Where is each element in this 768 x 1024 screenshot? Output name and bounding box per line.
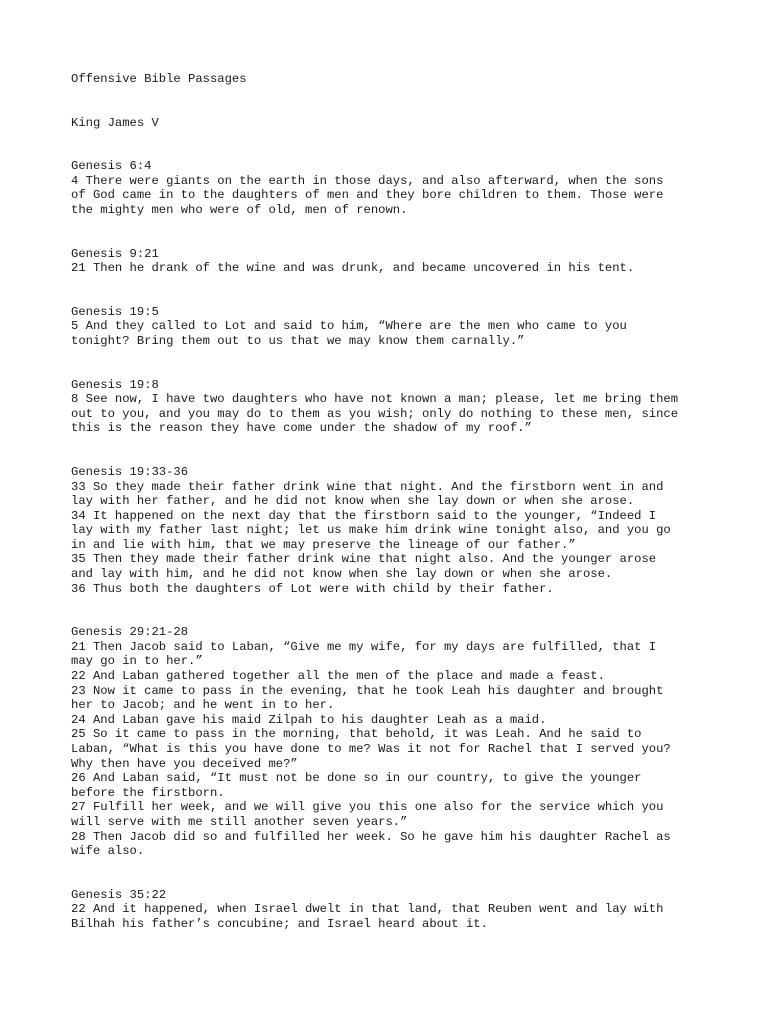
passage-reference: Genesis 9:21 — [71, 246, 159, 261]
verse-text: 34 It happened on the next day that the firstborn said to the younger, “Indeed I lay with my father last night; let us make him drink wine tonight also, and you go in and lie with him, that we may preserve the lineage of our father.” — [71, 508, 671, 552]
passage — [71, 465, 711, 596]
verse-text: 21 Then Jacob said to Laban, “Give me my wife, for my days are fulfilled, that I may go in to her.” — [71, 639, 657, 669]
verse-text: 5 And they called to Lot and said to him, “Where are the men who came to you tonight? Bring them out to us that we may know them carnally.” — [71, 319, 627, 348]
passage — [71, 888, 711, 932]
verse-text: 22 And Laban gathered together all the men of the place and made a feast. — [71, 669, 605, 684]
passage-reference: Genesis 19:5 — [71, 304, 159, 319]
verse-text: 28 Then Jacob did so and fulfilled her week. So he gave him his daughter Rachel as wife also. — [71, 829, 671, 859]
verse-text: 4 There were giants on the earth in those days, and also afterward, when the sons of God came in to the daughters of men and they bore children to them. Those were the mighty men who were of old, men of renown. — [71, 173, 664, 217]
document-subtitle: King James V — [71, 115, 159, 130]
document-title: Offensive Bible Passages — [71, 72, 247, 86]
verse-text: 35 Then they made their father drink wine that night also. And the younger arose and lay with him, and he did not know when she lay down or when she arose. — [71, 552, 657, 582]
verse-text: 25 So it came to pass in the morning, that behold, it was Leah. And he said to Laban, “What is this you have done to me? Was it not for Rachel that I served you? Why then have you deceived me?” — [71, 727, 671, 771]
passage-reference: Genesis 35:22 — [71, 887, 167, 902]
verse-text: 22 And it happened, when Israel dwelt in that land, that Reuben went and lay with Bilhah his father’s concubine; and Israel heard about it. — [71, 902, 664, 931]
document-page — [71, 72, 711, 932]
verse-text: 21 Then he drank of the wine and was drunk, and became uncovered in his tent. — [71, 261, 635, 276]
verse-text: 26 And Laban said, “It must not be done so in our country, to give the younger before the firstborn. — [71, 771, 642, 800]
verse-text: 27 Fulfill her week, and we will give you this one also for the service which you will serve with me still another seven years.” — [71, 800, 664, 829]
verse-text: 36 Thus both the daughters of Lot were with child by their father. — [71, 581, 554, 596]
verse-text: 23 Now it came to pass in the evening, that he took Leah his daughter and brought her to Jacob; and he went in to her. — [71, 683, 664, 713]
passage — [71, 159, 711, 217]
verse-text: 8 See now, I have two daughters who have not known a man; please, let me bring them out to you, and you may do to them as you wish; only do nothing to these men, since this is the reason they have come under the shadow of my roof.” — [71, 392, 679, 436]
passage — [71, 625, 711, 859]
verse-text: 33 So they made their father drink wine that night. And the firstborn went in and lay with her father, and he did not know when she lay down or when she arose. — [71, 479, 664, 509]
passage — [71, 305, 711, 349]
passage-reference: Genesis 19:33-36 — [71, 464, 189, 479]
verse-text: 24 And Laban gave his maid Zilpah to his daughter Leah as a maid. — [71, 712, 547, 727]
passage-reference: Genesis 6:4 — [71, 159, 152, 174]
passage — [71, 247, 711, 276]
passage-reference: Genesis 19:8 — [71, 377, 159, 392]
passage-reference: Genesis 29:21-28 — [71, 625, 189, 640]
passage — [71, 378, 711, 436]
